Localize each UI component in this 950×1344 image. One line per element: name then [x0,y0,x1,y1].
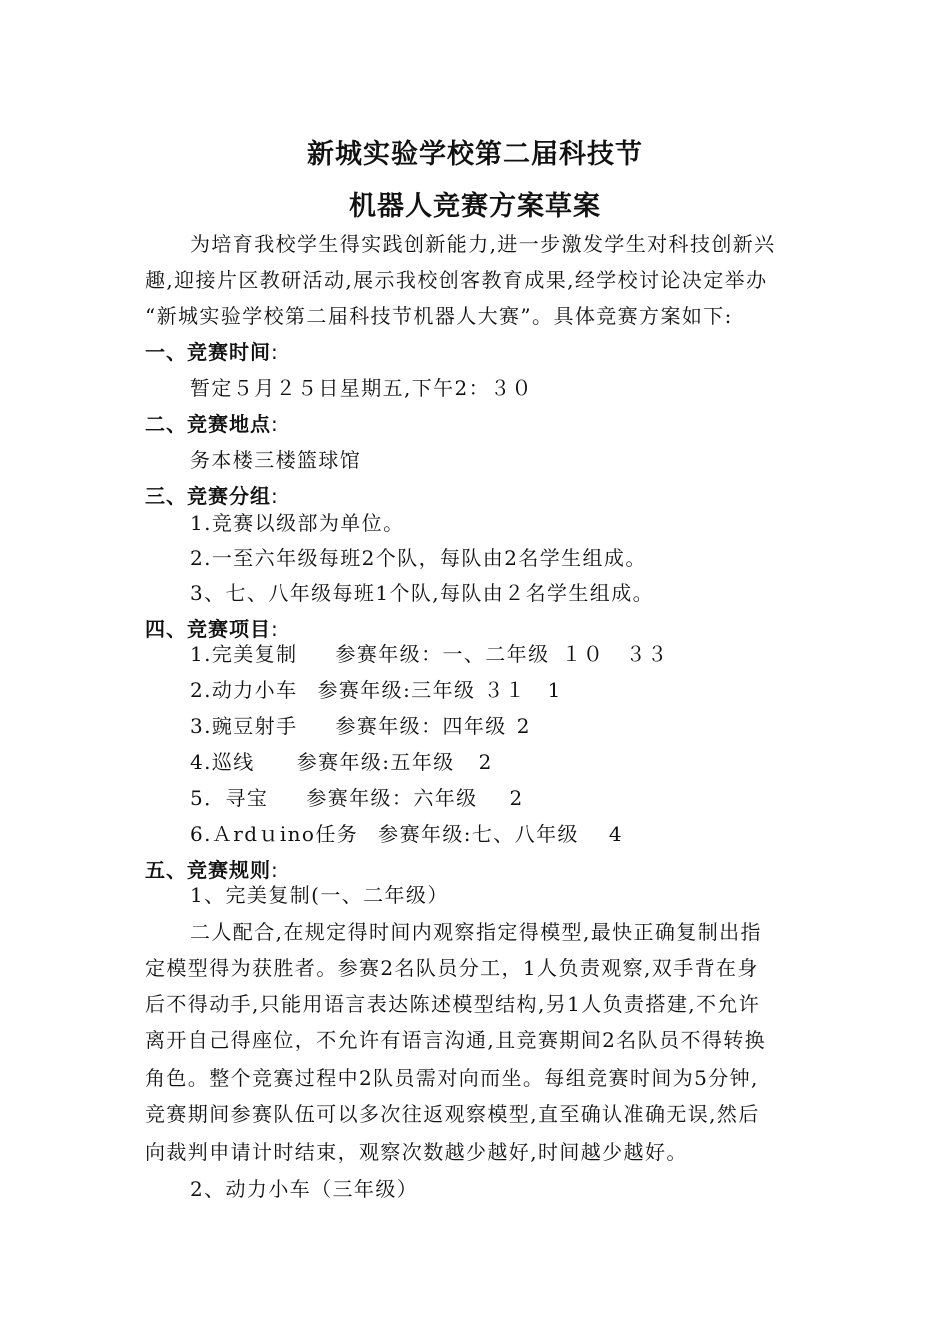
rule-subheading: 1、完美复制(一、二年级） [190,883,449,907]
section-heading-groups [145,480,279,509]
group-rule: 2.一至六年级每班2个队，每队由2名学生组成。 [190,546,647,570]
group-rule: 1.竞赛以级部为单位。 [190,511,405,535]
group-rule: 3、七、八年级每班1个队,每队由２名学生组成。 [190,581,655,605]
contest-location: 务本楼三楼篮球馆 [190,448,362,472]
section-heading-label: 三、竞赛分组 [145,484,271,508]
event-item [190,746,493,775]
intro-line: 为培育我校学生得实践创新能力,进一步激发学生对科技创新兴 [190,232,776,256]
event-item [190,638,668,667]
rule-paragraph-line: 后不得动手,只能用语言表达陈述模型结构,另1人负责搭建,不允许 [145,992,761,1016]
event-name: 2.动力小车 [190,678,298,702]
section-heading-label: 五、竞赛规则 [145,858,271,882]
event-grade: 参赛年级:七、八年级 [378,822,579,846]
event-item [190,710,531,739]
event-numbers: 4 [608,822,624,846]
section-heading-label: 二、竞赛地点 [145,412,271,436]
heading-colon: : [271,412,279,436]
rule-paragraph-line: 竞赛期间参赛队伍可以多次往返观察模型,直至确认准确无误,然后 [145,1102,760,1126]
event-numbers: 2 [478,750,493,774]
section-heading-label: 一、竞赛时间 [145,340,271,364]
event-grade: 参赛年级:五年级 [296,750,455,774]
intro-line: “新城实验学校第二届科技节机器人大赛”。具体竞赛方案如下: [145,304,733,328]
event-numbers: １０ ３３ [561,642,669,666]
event-name: 5．寻宝 [190,786,269,810]
event-grade: 参赛年级：一、二年级 [335,642,550,666]
document-title: 新城实验学校第二届科技节 [307,139,643,170]
section-heading-label: 四、竞赛项目 [145,617,271,641]
event-name: 3.豌豆射手 [190,714,298,738]
heading-colon: : [271,340,279,364]
event-name: 6.Ａrdｕino任务 [190,822,359,846]
event-name: 4.巡线 [190,750,255,774]
rule-paragraph-line: 角色。整个竞赛过程中2队员需对向而坐。每组竞赛时间为5分钟, [145,1066,759,1090]
section-heading-location [145,408,279,437]
event-numbers: ３１ 1 [483,678,562,702]
rule-paragraph-line: 定模型得为获胜者。参赛2名队员分工，1人负责观察,双手背在身 [145,956,759,980]
event-name: 1.完美复制 [190,642,298,666]
event-numbers: 2 [509,786,524,810]
intro-line: 趣,迎接片区教研活动,展示我校创客教育成果,经学校讨论决定举办 [145,268,768,292]
rule-paragraph-line: 离开自己得座位，不允许有语言沟通,且竞赛期间2名队员不得转换 [145,1028,767,1052]
event-item [190,782,524,811]
event-grade: 参赛年级:三年级 [317,678,476,702]
heading-colon: : [271,858,279,882]
rule-subheading: 2、动力小车（三年级） [190,1177,419,1201]
heading-colon: : [271,484,279,508]
event-grade: 参赛年级：四年级 [335,714,507,738]
event-item [190,674,562,703]
document-subtitle: 机器人竞赛方案草案 [349,191,601,222]
contest-time: 暂定５月２５日星期五,下午2：３０ [190,376,533,400]
section-heading-time [145,336,279,365]
rule-paragraph-line: 向裁判申请计时结束，观察次数越少越好,时间越少越好。 [145,1140,688,1164]
event-numbers: 2 [516,714,531,738]
event-grade: 参赛年级：六年级 [306,786,478,810]
heading-colon: : [271,617,279,641]
rule-paragraph-line: 二人配合,在规定得时间内观察指定得模型,最快正确复制出指 [190,920,762,944]
event-item [190,818,623,847]
